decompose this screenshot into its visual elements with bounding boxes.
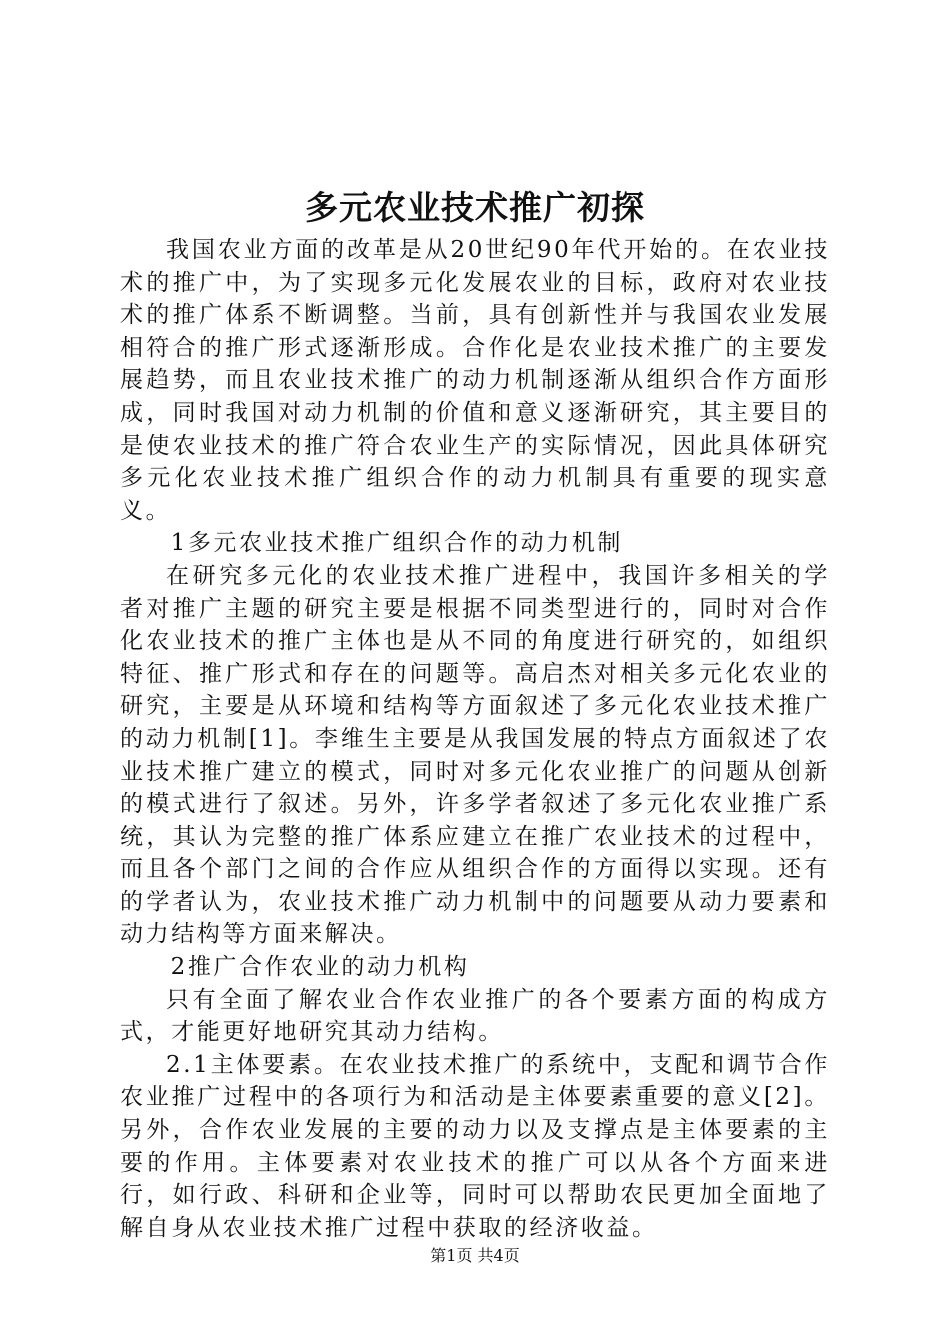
paragraph-intro: 我国农业方面的改革是从20世纪90年代开始的。在农业技术的推广中，为了实现多元化发展农业的目标，政府对农业技术的推广体系不断调整。当前，具有创新性并与我国农业发展相符合的推广形式逐渐形成。合作化是农业技术推广的主要发展趋势，而且农业技术推广的动力机制逐渐从组织合作方面形成，同时我国对动力机制的价值和意义逐渐研究，其主要目的是使农业技术的推广符合农业生产的实际情况，因此具体研究多元化农业技术推广组织合作的动力机制具有重要的现实意义。 bbox=[120, 237, 830, 524]
paragraph-section-1: 在研究多元化的农业技术推广进程中，我国许多相关的学者对推广主题的研究主要是根据不同类型进行的，同时对合作化农业技术的推广主体也是从不同的角度进行研究的，如组织特征、推广形式和存在的问题等。高启杰对相关多元化农业的研究，主要是从环境和结构等方面叙述了多元化农业技术推广的动力机制[1]。李维生主要是从我国发展的特点方面叙述了农业技术推广建立的模式，同时对多元化农业推广的问题从创新的模式进行了叙述。另外，许多学者叙述了多元化农业推广系统，其认为完整的推广体系应建立在推广农业技术的过程中，而且各个部门之间的合作应从组织合作的方面得以实现。还有的学者认为，农业技术推广动力机制中的问题要从动力要素和动力结构等方面来解决。 bbox=[120, 562, 830, 948]
section-heading-2: 2推广合作农业的动力机构 bbox=[170, 954, 470, 981]
document-body bbox=[120, 234, 830, 1244]
paragraph-section-2-1: 2.1主体要素。在农业技术推广的系统中，支配和调节合作农业推广过程中的各项行为和活动是主体要素重要的意义[2]。另外，合作农业发展的主要的动力以及支撑点是主体要素的主要的作用。主体要素对农业技术的推广可以从各个方面来进行，如行政、科研和企业等，同时可以帮助农民更加全面地了解自身从农业技术推广过程中获取的经济收益。 bbox=[120, 1051, 830, 1241]
section-heading-1: 1多元农业技术推广组织合作的动力机制 bbox=[170, 530, 624, 557]
page-title: 多元农业技术推广初探 bbox=[305, 188, 645, 227]
paragraph-section-2: 只有全面了解农业合作农业推广的各个要素方面的构成方式，才能更好地研究其动力结构。 bbox=[120, 986, 830, 1046]
page-number-footer: 第1页 共4页 bbox=[430, 1246, 520, 1265]
